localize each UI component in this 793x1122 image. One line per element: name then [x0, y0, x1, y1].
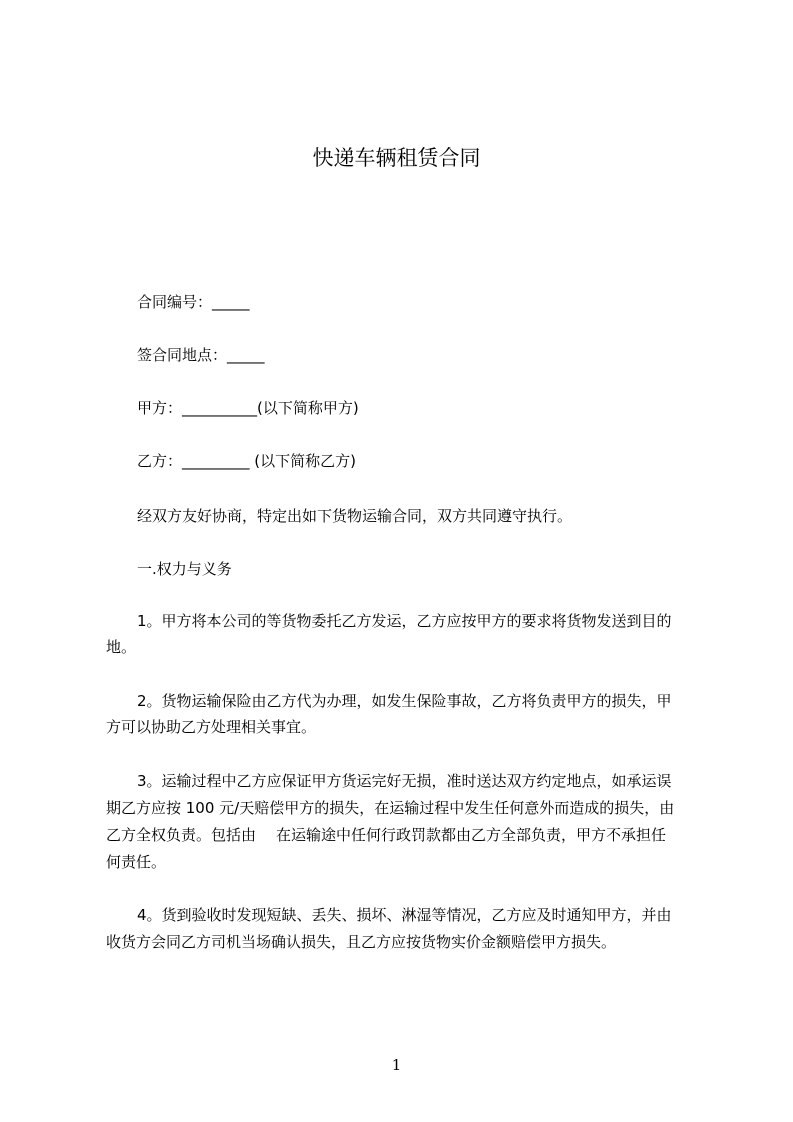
clause-3-line-2-text: 期乙方应按 100 元/天赔偿甲方的损失，在运输过程中发生任何意外而造成的损失，: [106, 799, 660, 817]
clause-3-line-3-part-a: 乙方全权负责。包括由: [106, 826, 257, 844]
clause-2-line-1: 2。货物运输保险由乙方代为办理，如发生保险事故，乙方将负责甲方的损失，甲: [137, 692, 672, 710]
clause-3-line-4: 何责任。: [106, 853, 167, 871]
intro-paragraph: 经双方友好协商，特定出如下货物运输合同，双方共同遵守执行。: [137, 507, 573, 525]
party-a-field: 甲方：__________(以下简称甲方): [137, 399, 359, 417]
clause-1-line-2: 地。: [106, 638, 137, 656]
sign-place-field: 签合同地点：_____: [137, 346, 265, 364]
clause-4-line-1: 4。货到验收时发现短缺、丢失、损坏、淋湿等情况，乙方应及时通知甲方，并由: [137, 906, 672, 924]
clause-3-line-1: 3。运输过程中乙方应保证甲方货运完好无损，准时送达双方约定地点，如承运误: [137, 772, 672, 790]
clause-3-line-3-part-b: 在运输途中任何行政罚款都由乙方全部负责，甲方不承担任: [276, 826, 667, 844]
contract-number-field: 合同编号：_____: [137, 293, 250, 311]
document-title: 快递车辆租赁合同: [312, 146, 481, 170]
clause-3-line-2: [106, 797, 675, 819]
clause-4-line-2: 收货方会同乙方司机当场确认损失，且乙方应按货物实价金额赔偿甲方损失。: [106, 933, 617, 951]
clause-3-line-2-cutoff: 由: [659, 799, 675, 817]
clause-2-line-2: 方可以协助乙方处理相关事宜。: [106, 718, 317, 736]
page-number: 1: [391, 1056, 402, 1074]
section-heading: 一.权力与义务: [137, 560, 232, 578]
party-b-field: 乙方：_________ (以下简称乙方): [137, 452, 356, 470]
clause-3-line-3: [106, 824, 666, 846]
clause-1-line-1: 1。甲方将本公司的等货物委托乙方发运，乙方应按甲方的要求将货物发送到目的: [137, 612, 672, 630]
